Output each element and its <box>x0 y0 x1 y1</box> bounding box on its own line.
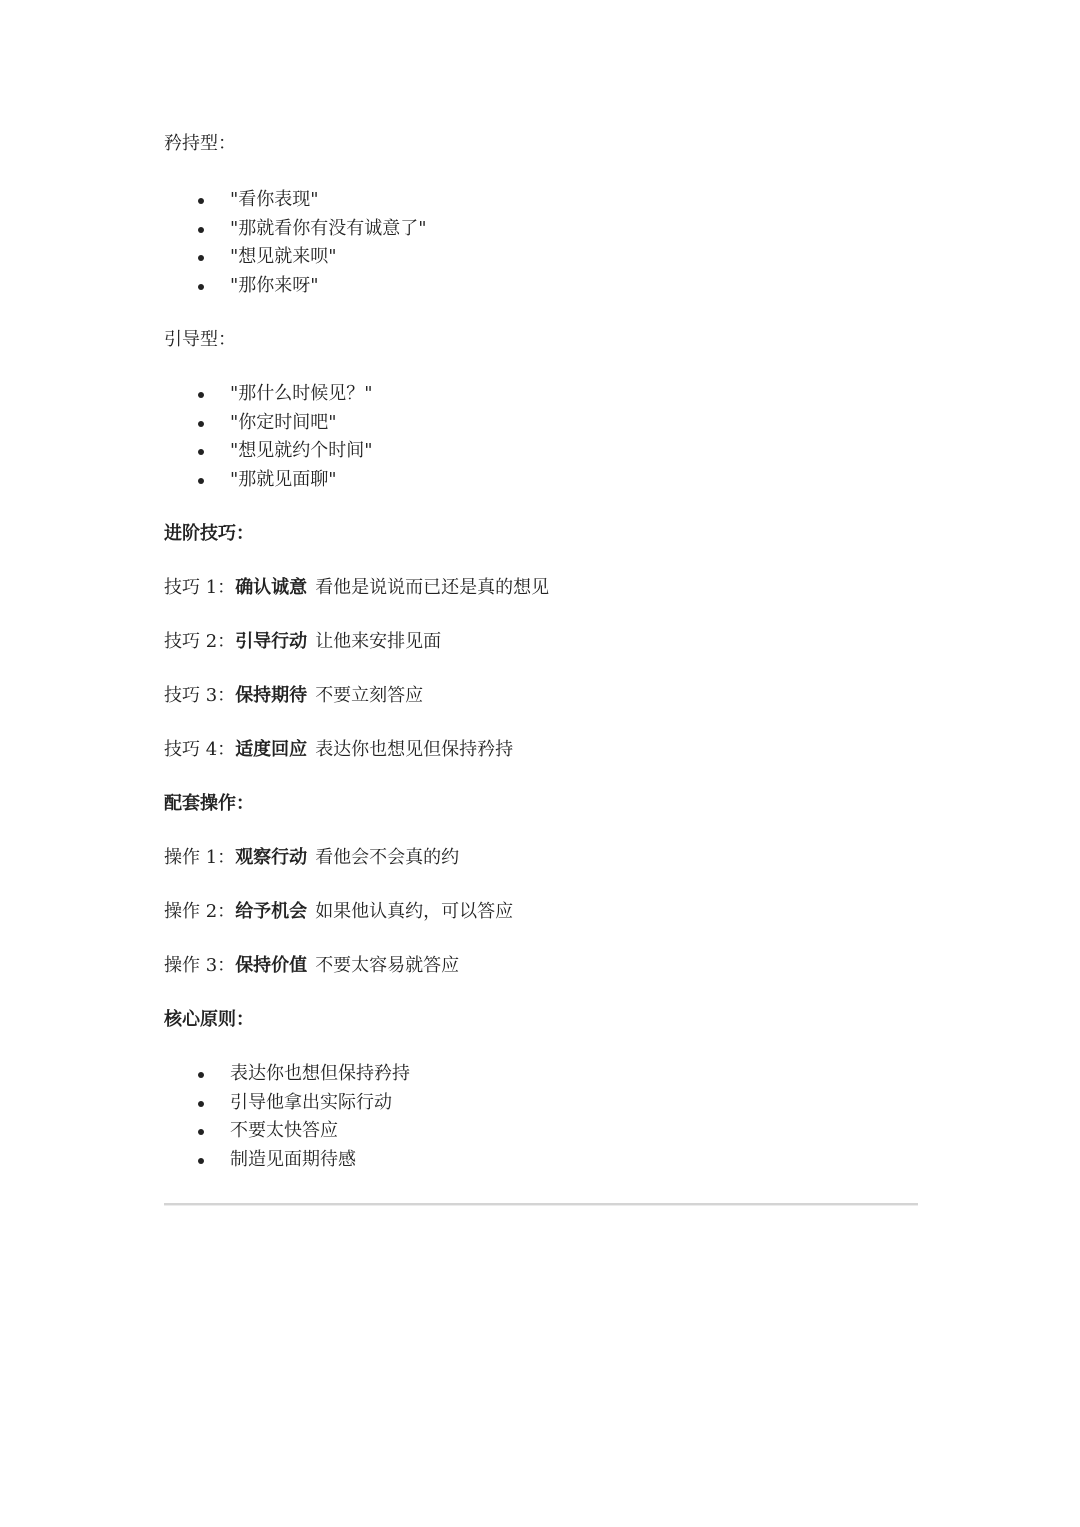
operation-key: 保持价值 <box>235 955 308 976</box>
list-item: "你定时间吧" <box>164 409 918 438</box>
tip-line <box>164 682 918 710</box>
tip-key: 确认诚意 <box>235 577 308 598</box>
tip-label: 技巧 3： <box>164 685 236 706</box>
list-item: "那你来呀" <box>164 272 918 301</box>
tip-desc: 不要立刻答应 <box>315 685 424 706</box>
operation-label: 操作 2： <box>164 901 236 922</box>
tip-key: 保持期待 <box>235 685 308 706</box>
operation-line <box>164 898 918 926</box>
operation-label: 操作 3： <box>164 955 236 976</box>
section-heading-operations: 配套操作： <box>164 793 254 814</box>
operation-desc: 看他会不会真的约 <box>315 847 460 868</box>
list-item: "那什么时候见？" <box>164 380 918 409</box>
operation-desc: 如果他认真约，可以答应 <box>315 901 514 922</box>
principles-list <box>164 1060 918 1174</box>
list-item: "那就看你有没有诚意了" <box>164 215 918 244</box>
list-item: 引导他拿出实际行动 <box>164 1089 918 1118</box>
list-item: "想见就约个时间" <box>164 437 918 466</box>
tip-label: 技巧 4： <box>164 739 236 760</box>
tip-desc: 看他是说说而已还是真的想见 <box>315 577 550 598</box>
guiding-phrases-list <box>164 380 918 494</box>
operation-desc: 不要太容易就答应 <box>315 955 460 976</box>
tip-line <box>164 574 918 602</box>
tip-key: 适度回应 <box>235 739 308 760</box>
tip-line <box>164 628 918 656</box>
reserved-phrases-list <box>164 186 918 300</box>
section-heading-guiding: 引导型： <box>164 329 236 350</box>
section-heading-principles: 核心原则： <box>164 1009 254 1030</box>
list-item: 制造见面期待感 <box>164 1146 918 1175</box>
operation-label: 操作 1： <box>164 847 236 868</box>
list-item: "想见就来呗" <box>164 243 918 272</box>
document-body <box>164 130 918 1174</box>
tip-label: 技巧 1： <box>164 577 236 598</box>
tip-line <box>164 736 918 764</box>
operation-line <box>164 844 918 872</box>
tip-desc: 表达你也想见但保持矜持 <box>315 739 514 760</box>
list-item: "看你表现" <box>164 186 918 215</box>
tip-key: 引导行动 <box>235 631 308 652</box>
list-item: 表达你也想但保持矜持 <box>164 1060 918 1089</box>
operation-line <box>164 952 918 980</box>
list-item: 不要太快答应 <box>164 1117 918 1146</box>
section-heading-reserved: 矜持型： <box>164 133 236 154</box>
tip-label: 技巧 2： <box>164 631 236 652</box>
list-item: "那就见面聊" <box>164 466 918 495</box>
horizontal-divider <box>164 1203 918 1206</box>
section-heading-advanced: 进阶技巧： <box>164 523 254 544</box>
tip-desc: 让他来安排见面 <box>315 631 442 652</box>
operation-key: 给予机会 <box>235 901 308 922</box>
operation-key: 观察行动 <box>235 847 308 868</box>
